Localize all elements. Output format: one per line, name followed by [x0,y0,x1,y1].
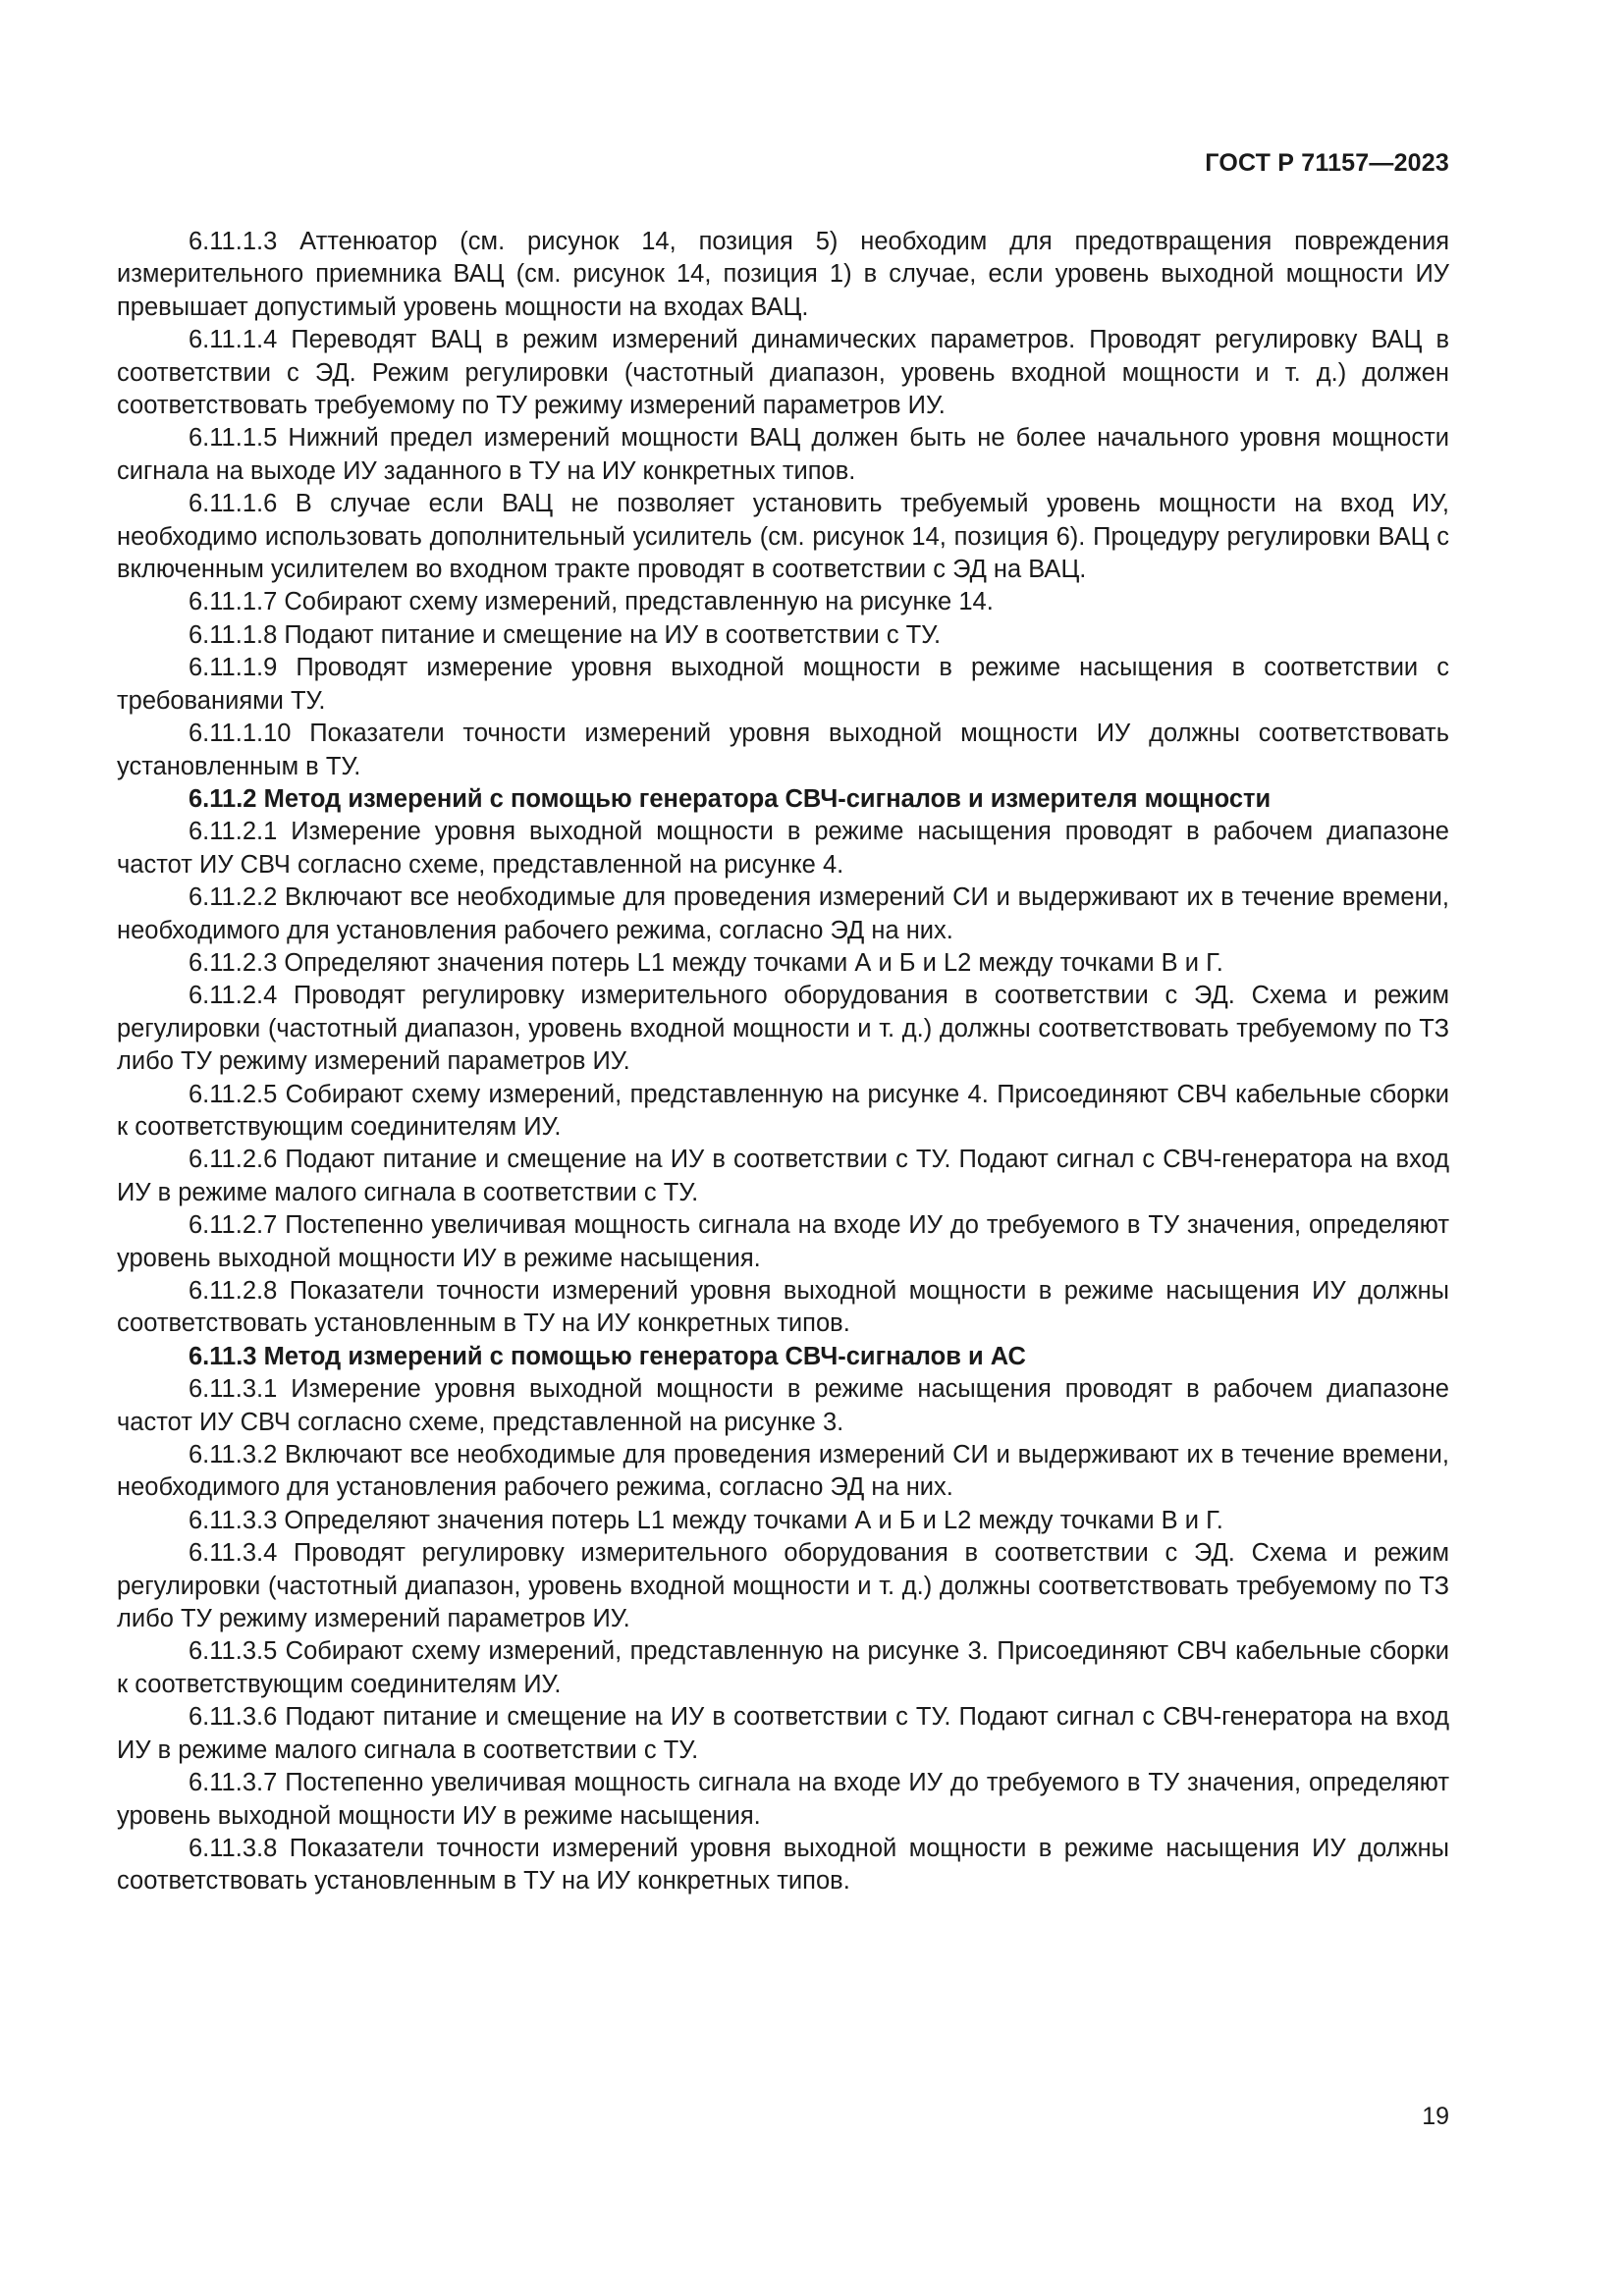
paragraph-6-11-2-2: 6.11.2.2 Включают все необходимые для проведения измерений СИ и выдерживают их в течение времени, необходимого для установления рабочего режима, согласно ЭД на них. [117,883,1449,944]
paragraph-6-11-2-5: 6.11.2.5 Собирают схему измерений, представленную на рисунке 4. Присоединяют СВЧ кабельные сборки к соответствующим соединителям ИУ. [117,1080,1449,1141]
paragraph-6-11-3-6: 6.11.3.6 Подают питание и смещение на ИУ в соответствии с ТУ. Подают сигнал с СВЧ-генератора на вход ИУ в режиме малого сигнала в соответствии с ТУ. [117,1703,1449,1764]
paragraph-6-11-3-8: 6.11.3.8 Показатели точности измерений уровня выходной мощности в режиме насыщения ИУ должны соответствовать установленным в ТУ на ИУ конкретных типов. [117,1834,1449,1896]
document-body [117,226,1449,1898]
paragraph-6-11-3-2: 6.11.3.2 Включают все необходимые для проведения измерений СИ и выдерживают их в течение времени, необходимого для установления рабочего режима, согласно ЭД на них. [117,1441,1449,1502]
section-heading-6-11-2: 6.11.2 Метод измерений с помощью генератора СВЧ-сигналов и измерителя мощности [189,784,1272,813]
paragraph-6-11-1-9: 6.11.1.9 Проводят измерение уровня выходной мощности в режиме насыщения в соответствии с требованиями ТУ. [117,654,1449,715]
paragraph-6-11-3-5: 6.11.3.5 Собирают схему измерений, представленную на рисунке 3. Присоединяют СВЧ кабельные сборки к соответствующим соединителям ИУ. [117,1637,1449,1698]
paragraph-6-11-3-7: 6.11.3.7 Постепенно увеличивая мощность сигнала на входе ИУ до требуемого в ТУ значения, определяют уровень выходной мощности ИУ в режиме насыщения. [117,1769,1449,1830]
paragraph-6-11-1-5: 6.11.1.5 Нижний предел измерений мощности ВАЦ должен быть не более начального уровня мощности сигнала на выходе ИУ заданного в ТУ на ИУ конкретных типов. [117,424,1449,485]
paragraph-6-11-2-3: 6.11.2.3 Определяют значения потерь L1 между точками А и Б и L2 между точками В и Г. [189,948,1223,977]
section-heading-6-11-3: 6.11.3 Метод измерений с помощью генератора СВЧ-сигналов и АС [189,1342,1026,1370]
paragraph-6-11-1-4: 6.11.1.4 Переводят ВАЦ в режим измерений динамических параметров. Проводят регулировку ВАЦ в соответствии с ЭД. Режим регулировки (частотный диапазон, уровень входной мощности и т. д.) должен соответствовать требуемому по ТУ режиму измерений параметров ИУ. [117,326,1449,420]
paragraph-6-11-2-7: 6.11.2.7 Постепенно увеличивая мощность сигнала на входе ИУ до требуемого в ТУ значения, определяют уровень выходной мощности ИУ в режиме насыщения. [117,1211,1449,1272]
paragraph-6-11-3-4: 6.11.3.4 Проводят регулировку измерительного оборудования в соответствии с ЭД. Схема и режим регулировки (частотный диапазон, уровень входной мощности и т. д.) должны соответствовать требуемому по ТЗ либо ТУ режиму измерений параметров ИУ. [117,1539,1449,1633]
page-number: 19 [1422,2103,1449,2130]
paragraph-6-11-1-6: 6.11.1.6 В случае если ВАЦ не позволяет установить требуемый уровень мощности на вход ИУ, необходимо использовать дополнительный усилитель (см. рисунок 14, позиция 6). Процедуру регулировки ВАЦ с включенным усилителем во входном тракте проводят в соответствии с ЭД на ВАЦ. [117,490,1449,584]
paragraph-6-11-3-1: 6.11.3.1 Измерение уровня выходной мощности в режиме насыщения проводят в рабочем диапазоне частот ИУ СВЧ согласно схеме, представленной на рисунке 3. [117,1375,1449,1436]
paragraph-6-11-1-3: 6.11.1.3 Аттенюатор (см. рисунок 14, позиция 5) необходим для предотвращения повреждения измерительного приемника ВАЦ (см. рисунок 14, позиция 1) в случае, если уровень выходной мощности ИУ превышает допустимый уровень мощности на входах ВАЦ. [117,228,1449,321]
document-code-header: ГОСТ Р 71157—2023 [1205,149,1449,177]
paragraph-6-11-2-6: 6.11.2.6 Подают питание и смещение на ИУ в соответствии с ТУ. Подают сигнал с СВЧ-генератора на вход ИУ в режиме малого сигнала в соответствии с ТУ. [117,1146,1449,1206]
paragraph-6-11-2-8: 6.11.2.8 Показатели точности измерений уровня выходной мощности в режиме насыщения ИУ должны соответствовать установленным в ТУ на ИУ конкретных типов. [117,1277,1449,1338]
paragraph-6-11-1-8: 6.11.1.8 Подают питание и смещение на ИУ в соответствии с ТУ. [189,620,942,649]
paragraph-6-11-2-4: 6.11.2.4 Проводят регулировку измерительного оборудования в соответствии с ЭД. Схема и режим регулировки (частотный диапазон, уровень входной мощности и т. д.) должны соответствовать требуемому по ТЗ либо ТУ режиму измерений параметров ИУ. [117,982,1449,1076]
paragraph-6-11-1-10: 6.11.1.10 Показатели точности измерений уровня выходной мощности ИУ должны соответствовать установленным в ТУ. [117,720,1449,780]
paragraph-6-11-2-1: 6.11.2.1 Измерение уровня выходной мощности в режиме насыщения проводят в рабочем диапазоне частот ИУ СВЧ согласно схеме, представленной на рисунке 4. [117,818,1449,879]
paragraph-6-11-1-7: 6.11.1.7 Собирают схему измерений, представленную на рисунке 14. [189,588,994,616]
paragraph-6-11-3-3: 6.11.3.3 Определяют значения потерь L1 между точками А и Б и L2 между точками В и Г. [189,1506,1223,1534]
